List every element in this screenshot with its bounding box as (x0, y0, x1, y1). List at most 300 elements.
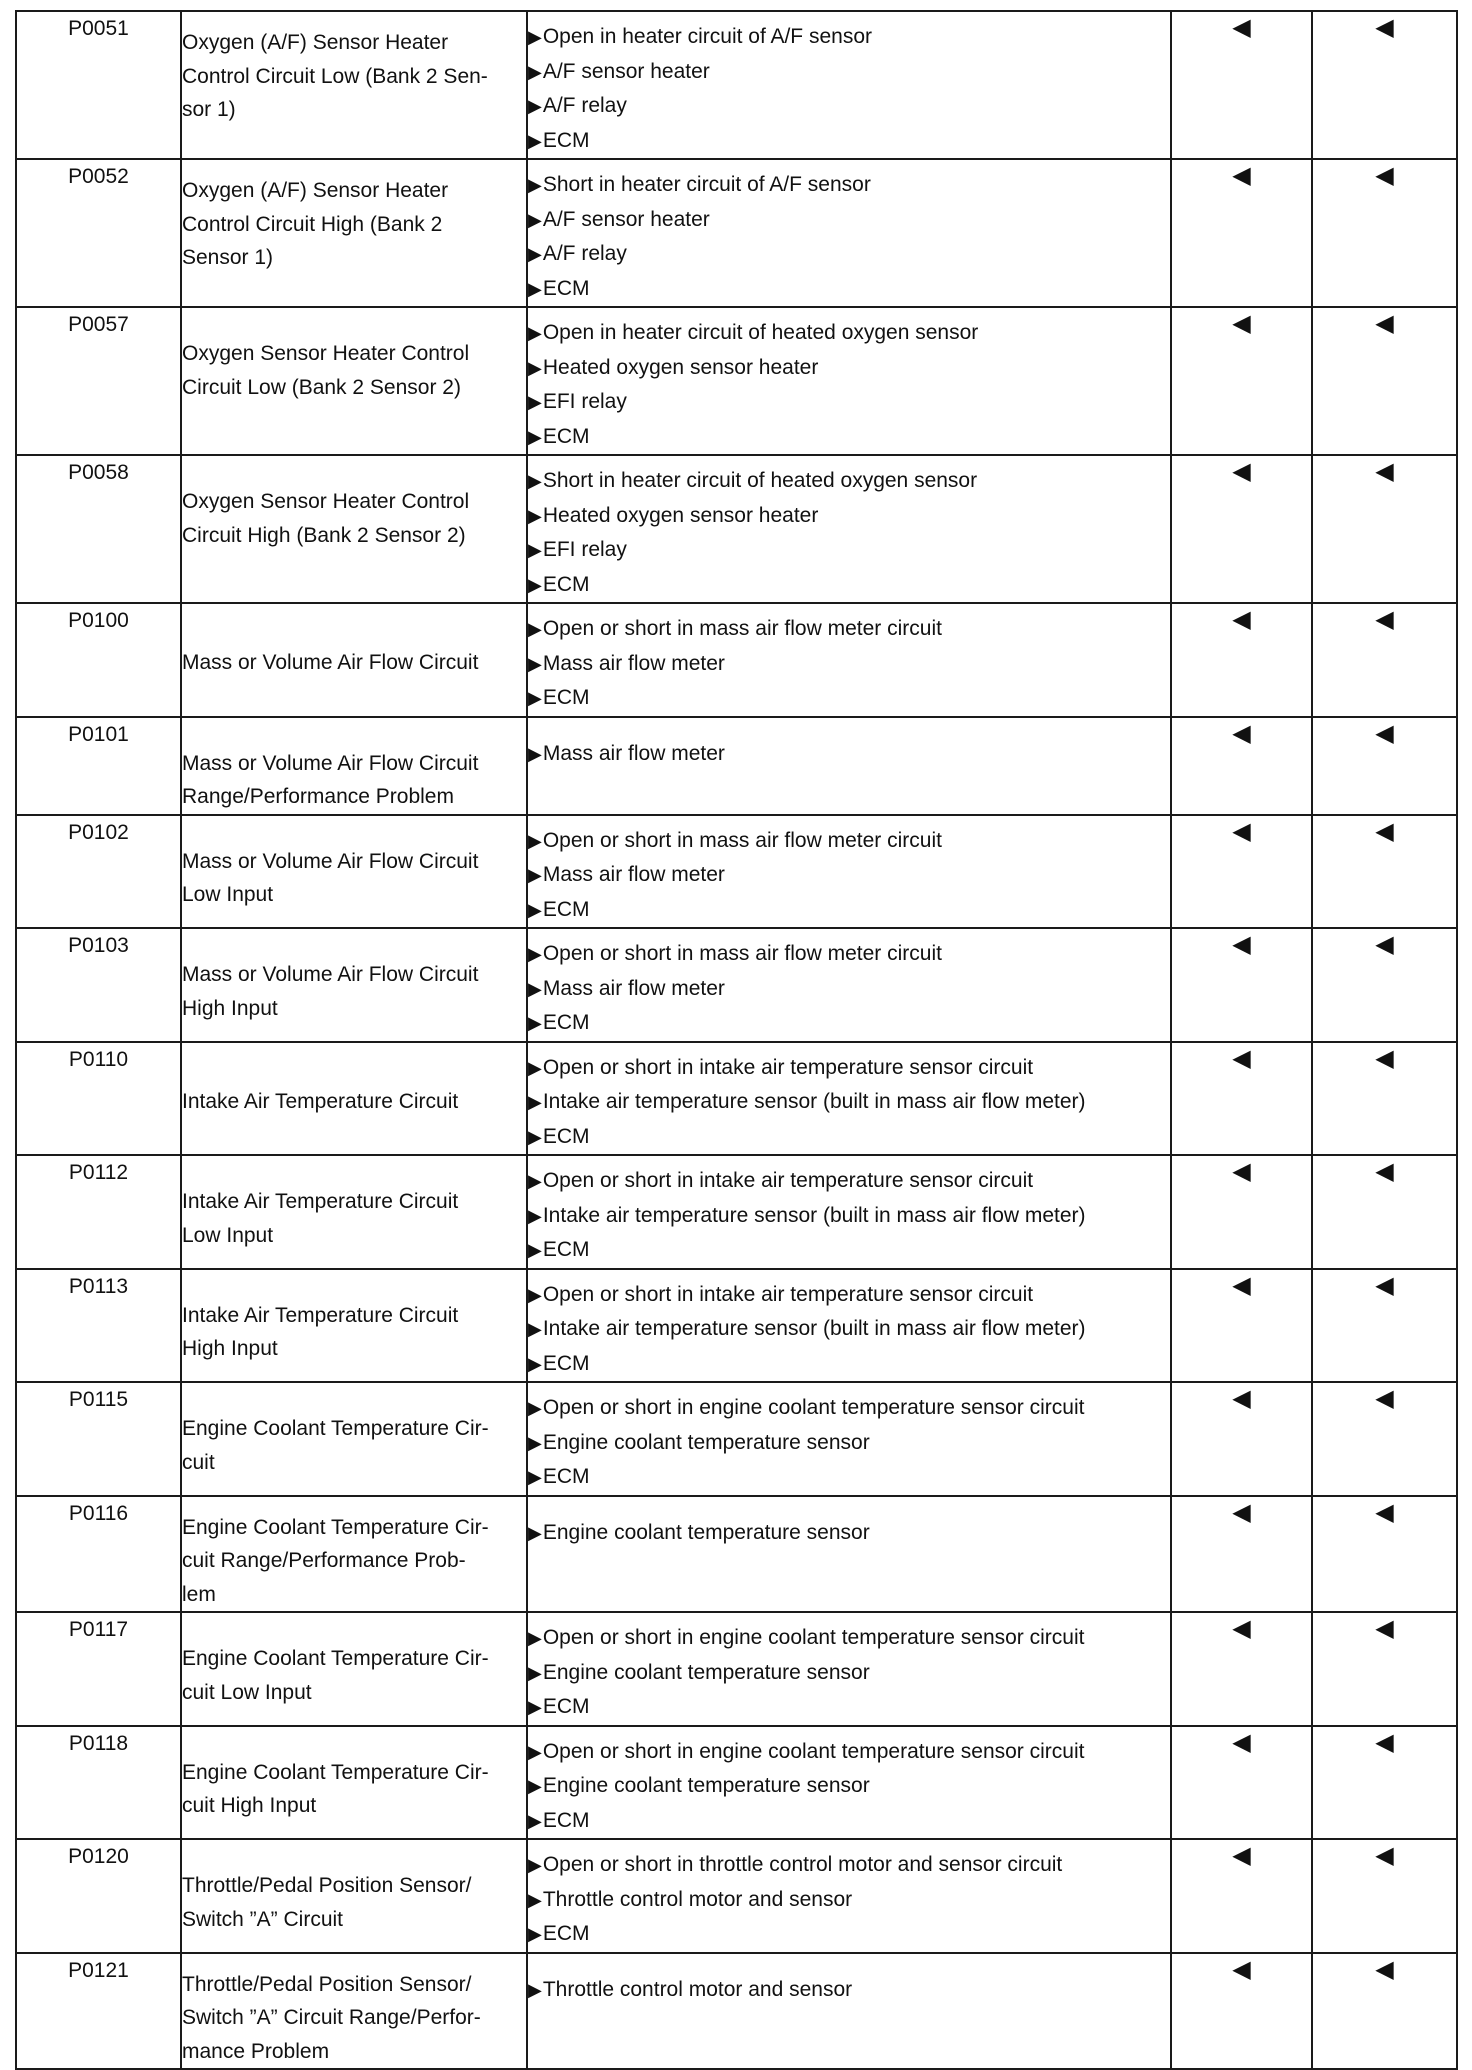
trouble-area-text: Mass air flow meter (542, 863, 725, 886)
mark-column-a-cell (1171, 1155, 1312, 1269)
dtc-code-cell (16, 455, 181, 603)
mark-column-b-cell (1312, 1839, 1457, 1953)
trouble-area-item (528, 568, 1170, 603)
dtc-code-cell (16, 1953, 181, 2070)
trouble-area-text: A/F sensor heater (542, 59, 710, 83)
table-row (16, 11, 1457, 159)
left-triangle-icon: ◀ (1232, 162, 1251, 189)
bullet-arrow-icon: ▶ (528, 278, 542, 299)
bullet-arrow-icon: ▶ (528, 1092, 542, 1112)
bullet-arrow-icon: ▶ (528, 244, 542, 264)
dtc-code-cell (16, 1496, 181, 1613)
table-row (16, 1496, 1457, 1613)
dtc-table (15, 10, 1458, 2070)
table-row (16, 1042, 1457, 1156)
left-triangle-icon: ◀ (1232, 1842, 1251, 1869)
detection-item-line: Oxygen (A/F) Sensor Heater (182, 179, 449, 202)
dtc-code: P0058 (68, 461, 129, 484)
detection-item-cell (181, 1496, 527, 1613)
trouble-area-text: EFI relay (542, 390, 627, 413)
left-triangle-icon: ◀ (1375, 1271, 1394, 1299)
left-triangle-icon: ◀ (1375, 1498, 1394, 1526)
dtc-code: P0115 (68, 1388, 129, 1411)
bullet-arrow-icon: ▶ (528, 1353, 542, 1374)
trouble-area-cell (527, 1496, 1171, 1613)
detection-item-cell (181, 717, 527, 815)
dtc-code: P0118 (68, 1731, 129, 1755)
dtc-code: P0113 (68, 1274, 129, 1298)
dtc-code: P0052 (68, 165, 129, 188)
left-triangle-icon: ◀ (1375, 458, 1394, 485)
trouble-area-item (528, 1312, 1170, 1347)
trouble-area-cell (527, 928, 1171, 1042)
detection-item-line: Throttle/Pedal Position Sensor/ (182, 1874, 472, 1897)
bullet-arrow-icon: ▶ (528, 574, 542, 595)
trouble-area-text: Engine coolant temperature sensor (542, 1520, 870, 1544)
dtc-code-cell (16, 1612, 181, 1726)
bullet-arrow-icon: ▶ (528, 96, 542, 116)
left-triangle-icon: ◀ (1375, 1615, 1394, 1642)
trouble-area-item (528, 1006, 1170, 1041)
table-row (16, 603, 1457, 717)
trouble-area-text: Mass air flow meter (542, 741, 725, 765)
bullet-arrow-icon: ▶ (528, 1628, 542, 1648)
mark-column-a-cell (1171, 1496, 1312, 1613)
bullet-arrow-icon: ▶ (528, 27, 542, 47)
detection-item-line: Intake Air Temperature Circuit (182, 1303, 459, 1327)
trouble-area-cell (527, 455, 1171, 603)
detection-item-cell (181, 11, 527, 159)
mark-column-a-cell (1171, 1269, 1312, 1383)
trouble-area-text: ECM (542, 686, 590, 709)
left-triangle-icon: ◀ (1375, 817, 1394, 845)
bullet-arrow-icon: ▶ (528, 505, 542, 526)
trouble-area-text: Intake air temperature sensor (built in mass air flow meter) (542, 1203, 1086, 1227)
trouble-area-item (528, 824, 1170, 859)
trouble-area-text: Heated oxygen sensor heater (542, 503, 819, 527)
bullet-arrow-icon: ▶ (528, 1741, 542, 1762)
mark-column-a-cell (1171, 159, 1312, 307)
detection-item-line: Control Circuit High (Bank 2 (182, 212, 443, 236)
table-row (16, 455, 1457, 603)
trouble-area-cell (527, 1155, 1171, 1269)
left-triangle-icon: ◀ (1232, 14, 1251, 41)
trouble-area-cell (527, 11, 1171, 159)
mark-column-b-cell (1312, 455, 1457, 603)
detection-item-line: Low Input (182, 883, 274, 906)
left-triangle-icon: ◀ (1375, 719, 1394, 747)
detection-item-line: Oxygen (A/F) Sensor Heater (182, 31, 449, 54)
trouble-area-text: ECM (542, 1351, 590, 1375)
trouble-area-item (528, 1426, 1170, 1461)
mark-column-a-cell (1171, 455, 1312, 603)
trouble-area-text: ECM (542, 897, 590, 921)
dtc-code-cell (16, 815, 181, 929)
trouble-area-item (528, 1621, 1170, 1656)
dtc-code: P0103 (68, 934, 129, 957)
trouble-area-cell (527, 1269, 1171, 1383)
mark-column-b-cell (1312, 1155, 1457, 1269)
trouble-area-item (528, 1460, 1170, 1495)
trouble-area-text: Open or short in intake air temperature sensor circuit (542, 1282, 1034, 1306)
detection-item-cell (181, 928, 527, 1042)
left-triangle-icon: ◀ (1232, 931, 1251, 958)
trouble-area-item (528, 89, 1170, 124)
trouble-area-item (528, 1085, 1170, 1120)
bullet-arrow-icon: ▶ (528, 653, 542, 674)
detection-item-line: mance Problem (182, 2039, 330, 2063)
left-triangle-icon: ◀ (1232, 1615, 1251, 1642)
trouble-area-item (528, 272, 1170, 307)
trouble-area-text: Open or short in engine coolant temperature sensor circuit (542, 1396, 1085, 1419)
detection-item-cell (181, 1726, 527, 1840)
mark-column-a-cell (1171, 603, 1312, 717)
detection-item-cell (181, 603, 527, 717)
table-row (16, 1726, 1457, 1840)
table-row (16, 815, 1457, 929)
trouble-area-item (528, 203, 1170, 238)
mark-column-b-cell (1312, 603, 1457, 717)
mark-column-a-cell (1171, 815, 1312, 929)
trouble-area-item (528, 168, 1170, 203)
detection-item-line: Engine Coolant Temperature Cir- (182, 1417, 489, 1440)
detection-item-line: Switch ”A” Circuit (182, 1907, 344, 1931)
detection-item-cell (181, 1382, 527, 1496)
trouble-area-item (528, 1917, 1170, 1952)
table-row (16, 1953, 1457, 2070)
mark-column-a-cell (1171, 1612, 1312, 1726)
dtc-code-cell (16, 1155, 181, 1269)
trouble-area-text: ECM (542, 1124, 590, 1148)
detection-item-line: cuit (182, 1450, 215, 1474)
mark-column-b-cell (1312, 1382, 1457, 1496)
trouble-area-text: ECM (542, 1695, 590, 1718)
trouble-area-item (528, 1516, 1170, 1551)
dtc-code-cell (16, 307, 181, 455)
mark-column-a-cell (1171, 11, 1312, 159)
dtc-code: P0057 (68, 313, 129, 336)
dtc-code: P0112 (68, 1161, 129, 1184)
trouble-area-cell (527, 1726, 1171, 1840)
trouble-area-text: Open or short in throttle control motor and sensor circuit (542, 1853, 1063, 1876)
table-row (16, 1839, 1457, 1953)
mark-column-b-cell (1312, 11, 1457, 159)
trouble-area-item (528, 893, 1170, 928)
left-triangle-icon: ◀ (1232, 1728, 1251, 1756)
left-triangle-icon: ◀ (1232, 1271, 1251, 1299)
trouble-area-item (528, 1973, 1170, 2008)
detection-item-cell (181, 1953, 527, 2070)
detection-item-line: cuit Range/Performance Prob- (182, 1549, 466, 1572)
bullet-arrow-icon: ▶ (528, 1776, 542, 1796)
left-triangle-icon: ◀ (1375, 1158, 1394, 1185)
trouble-area-item (528, 533, 1170, 568)
trouble-area-item (528, 858, 1170, 893)
detection-item-cell (181, 1269, 527, 1383)
table-row (16, 717, 1457, 815)
table-row (16, 1155, 1457, 1269)
trouble-area-item (528, 1391, 1170, 1426)
trouble-area-text: ECM (542, 1922, 590, 1945)
bullet-arrow-icon: ▶ (528, 1057, 542, 1078)
trouble-area-item (528, 612, 1170, 647)
bullet-arrow-icon: ▶ (528, 1013, 542, 1033)
detection-item-line: Low Input (182, 1223, 274, 1247)
mark-column-a-cell (1171, 1042, 1312, 1156)
mark-column-a-cell (1171, 307, 1312, 455)
table-row (16, 1612, 1457, 1726)
detection-item-line: cuit Low Input (182, 1680, 312, 1704)
detection-item-line: sor 1) (182, 98, 236, 121)
dtc-code-cell (16, 1839, 181, 1953)
trouble-area-text: ECM (542, 424, 590, 448)
dtc-code-cell (16, 159, 181, 307)
trouble-area-text: Open in heater circuit of heated oxygen sensor (542, 321, 979, 344)
detection-item-line: Mass or Volume Air Flow Circuit (182, 651, 479, 674)
trouble-area-text: Heated oxygen sensor heater (542, 355, 819, 379)
detection-item-line: Oxygen Sensor Heater Control (182, 490, 470, 513)
bullet-arrow-icon: ▶ (528, 357, 542, 378)
left-triangle-icon: ◀ (1232, 1385, 1251, 1412)
left-triangle-icon: ◀ (1375, 1044, 1394, 1072)
bullet-arrow-icon: ▶ (528, 1889, 542, 1910)
mark-column-b-cell (1312, 928, 1457, 1042)
trouble-area-text: ECM (542, 1238, 590, 1261)
trouble-area-item (528, 237, 1170, 272)
trouble-area-text: A/F sensor heater (542, 207, 710, 231)
mark-column-a-cell (1171, 928, 1312, 1042)
detection-item-line: Engine Coolant Temperature Cir- (182, 1647, 489, 1670)
detection-item-line: Engine Coolant Temperature Cir- (182, 1760, 489, 1784)
left-triangle-icon: ◀ (1375, 14, 1394, 41)
detection-item-line: Range/Performance Problem (182, 785, 454, 808)
dtc-code: P0110 (68, 1047, 129, 1071)
detection-item-line: High Input (182, 996, 278, 1020)
dtc-table-body (16, 11, 1457, 2069)
trouble-area-item (528, 1278, 1170, 1313)
trouble-area-cell (527, 1612, 1171, 1726)
bullet-arrow-icon: ▶ (528, 1240, 542, 1260)
detection-item-cell (181, 815, 527, 929)
trouble-area-text: A/F relay (542, 242, 627, 265)
trouble-area-text: Open or short in engine coolant temperature sensor circuit (542, 1626, 1085, 1649)
left-triangle-icon: ◀ (1375, 1842, 1394, 1869)
left-triangle-icon: ◀ (1232, 1498, 1251, 1526)
trouble-area-item (528, 499, 1170, 534)
bullet-arrow-icon: ▶ (528, 1126, 542, 1147)
trouble-area-text: ECM (542, 276, 590, 300)
trouble-area-text: Short in heater circuit of heated oxygen sensor (542, 469, 978, 492)
left-triangle-icon: ◀ (1232, 719, 1251, 747)
trouble-area-item (528, 972, 1170, 1007)
dtc-code: P0121 (68, 1958, 129, 1982)
dtc-code-cell (16, 1726, 181, 1840)
trouble-area-item (528, 316, 1170, 351)
bullet-arrow-icon: ▶ (528, 426, 542, 447)
bullet-arrow-icon: ▶ (528, 1697, 542, 1717)
trouble-area-text: Engine coolant temperature sensor (542, 1430, 870, 1454)
dtc-code: P0117 (68, 1618, 129, 1641)
table-row (16, 307, 1457, 455)
mark-column-b-cell (1312, 1953, 1457, 2070)
bullet-arrow-icon: ▶ (528, 61, 542, 82)
left-triangle-icon: ◀ (1375, 931, 1394, 958)
trouble-area-text: Short in heater circuit of A/F sensor (542, 173, 871, 196)
dtc-code-cell (16, 1269, 181, 1383)
bullet-arrow-icon: ▶ (528, 619, 542, 639)
trouble-area-text: A/F relay (542, 94, 627, 117)
mark-column-b-cell (1312, 1726, 1457, 1840)
mark-column-a-cell (1171, 1726, 1312, 1840)
left-triangle-icon: ◀ (1232, 310, 1251, 337)
trouble-area-item (528, 1735, 1170, 1770)
mark-column-b-cell (1312, 307, 1457, 455)
trouble-area-text: Engine coolant temperature sensor (542, 1774, 870, 1797)
trouble-area-cell (527, 159, 1171, 307)
table-row (16, 1382, 1457, 1496)
trouble-area-item (528, 681, 1170, 716)
mark-column-b-cell (1312, 1612, 1457, 1726)
bullet-arrow-icon: ▶ (528, 392, 542, 412)
bullet-arrow-icon: ▶ (528, 1662, 542, 1683)
mark-column-b-cell (1312, 1269, 1457, 1383)
trouble-area-text: Open or short in mass air flow meter circuit (542, 942, 942, 965)
dtc-code: P0102 (68, 820, 129, 844)
mark-column-b-cell (1312, 1496, 1457, 1613)
left-triangle-icon: ◀ (1232, 458, 1251, 485)
bullet-arrow-icon: ▶ (528, 1319, 542, 1339)
mark-column-b-cell (1312, 159, 1457, 307)
trouble-area-item (528, 420, 1170, 455)
trouble-area-item (528, 464, 1170, 499)
left-triangle-icon: ◀ (1232, 1044, 1251, 1072)
trouble-area-item (528, 1199, 1170, 1234)
mark-column-a-cell (1171, 1839, 1312, 1953)
detection-item-cell (181, 307, 527, 455)
trouble-area-item (528, 351, 1170, 386)
trouble-area-item (528, 1848, 1170, 1883)
dtc-code: P0120 (68, 1845, 129, 1868)
bullet-arrow-icon: ▶ (528, 978, 542, 999)
detection-item-line: Circuit Low (Bank 2 Sensor 2) (182, 375, 461, 399)
trouble-area-cell (527, 1042, 1171, 1156)
detection-item-cell (181, 159, 527, 307)
detection-item-line: Intake Air Temperature Circuit (182, 1089, 459, 1113)
bullet-arrow-icon: ▶ (528, 1284, 542, 1305)
trouble-area-cell (527, 1382, 1171, 1496)
trouble-area-text: ECM (542, 128, 590, 152)
detection-item-line: High Input (182, 1337, 278, 1360)
left-triangle-icon: ◀ (1232, 606, 1251, 633)
trouble-area-text: EFI relay (542, 538, 627, 561)
bullet-arrow-icon: ▶ (528, 1205, 542, 1226)
detection-item-line: Control Circuit Low (Bank 2 Sen- (182, 64, 488, 88)
detection-item-line: Switch ”A” Circuit Range/Perfor- (182, 2006, 481, 2029)
bullet-arrow-icon: ▶ (528, 1924, 542, 1944)
dtc-code: P0100 (68, 609, 129, 632)
detection-item-line: Intake Air Temperature Circuit (182, 1190, 459, 1213)
dtc-code-cell (16, 603, 181, 717)
left-triangle-icon: ◀ (1232, 1158, 1251, 1185)
trouble-area-text: Open in heater circuit of A/F sensor (542, 25, 873, 48)
table-row (16, 928, 1457, 1042)
table-row (16, 159, 1457, 307)
trouble-area-item (528, 1164, 1170, 1199)
bullet-arrow-icon: ▶ (528, 1979, 542, 2000)
trouble-area-item (528, 1051, 1170, 1086)
bullet-arrow-icon: ▶ (528, 130, 542, 151)
trouble-area-item (528, 1883, 1170, 1918)
trouble-area-text: Open or short in mass air flow meter circuit (542, 617, 942, 640)
detection-item-cell (181, 1042, 527, 1156)
bullet-arrow-icon: ▶ (528, 1855, 542, 1875)
bullet-arrow-icon: ▶ (528, 1398, 542, 1418)
trouble-area-cell (527, 603, 1171, 717)
left-triangle-icon: ◀ (1375, 1728, 1394, 1756)
bullet-arrow-icon: ▶ (528, 1810, 542, 1831)
trouble-area-item (528, 1690, 1170, 1725)
left-triangle-icon: ◀ (1232, 817, 1251, 845)
trouble-area-text: ECM (542, 1808, 590, 1832)
mark-column-a-cell (1171, 1953, 1312, 2070)
trouble-area-cell (527, 1839, 1171, 1953)
trouble-area-text: Open or short in engine coolant temperature sensor circuit (542, 1739, 1085, 1763)
mark-column-a-cell (1171, 717, 1312, 815)
left-triangle-icon: ◀ (1375, 162, 1394, 189)
trouble-area-text: Open or short in intake air temperature sensor circuit (542, 1055, 1034, 1079)
bullet-arrow-icon: ▶ (528, 743, 542, 764)
trouble-area-item (528, 1656, 1170, 1691)
bullet-arrow-icon: ▶ (528, 865, 542, 885)
bullet-arrow-icon: ▶ (528, 1467, 542, 1487)
trouble-area-text: ECM (542, 1011, 590, 1034)
bullet-arrow-icon: ▶ (528, 209, 542, 230)
dtc-code-cell (16, 11, 181, 159)
detection-item-line: Circuit High (Bank 2 Sensor 2) (182, 523, 466, 547)
detection-item-line: Engine Coolant Temperature Cir- (182, 1515, 489, 1539)
left-triangle-icon: ◀ (1375, 606, 1394, 633)
trouble-area-text: Intake air temperature sensor (built in mass air flow meter) (542, 1090, 1086, 1113)
detection-item-line: lem (182, 1582, 216, 1606)
trouble-area-item (528, 20, 1170, 55)
bullet-arrow-icon: ▶ (528, 1432, 542, 1453)
trouble-area-item (528, 1347, 1170, 1382)
trouble-area-cell (527, 815, 1171, 929)
detection-item-cell (181, 1155, 527, 1269)
bullet-arrow-icon: ▶ (528, 899, 542, 920)
trouble-area-cell (527, 307, 1171, 455)
trouble-area-item (528, 1769, 1170, 1804)
dtc-code-cell (16, 1042, 181, 1156)
bullet-arrow-icon: ▶ (528, 688, 542, 708)
detection-item-cell (181, 1612, 527, 1726)
mark-column-b-cell (1312, 717, 1457, 815)
detection-item-line: Mass or Volume Air Flow Circuit (182, 849, 479, 873)
detection-item-line: Sensor 1) (182, 246, 274, 269)
mark-column-b-cell (1312, 815, 1457, 929)
left-triangle-icon: ◀ (1375, 310, 1394, 337)
trouble-area-text: Open or short in intake air temperature sensor circuit (542, 1169, 1034, 1192)
detection-item-line: Throttle/Pedal Position Sensor/ (182, 1972, 472, 1996)
dtc-code-cell (16, 717, 181, 815)
dtc-code-cell (16, 928, 181, 1042)
bullet-arrow-icon: ▶ (528, 175, 542, 195)
dtc-code-cell (16, 1382, 181, 1496)
mark-column-b-cell (1312, 1042, 1457, 1156)
detection-item-line: cuit High Input (182, 1794, 317, 1817)
trouble-area-item (528, 937, 1170, 972)
dtc-code: P0101 (68, 722, 129, 746)
